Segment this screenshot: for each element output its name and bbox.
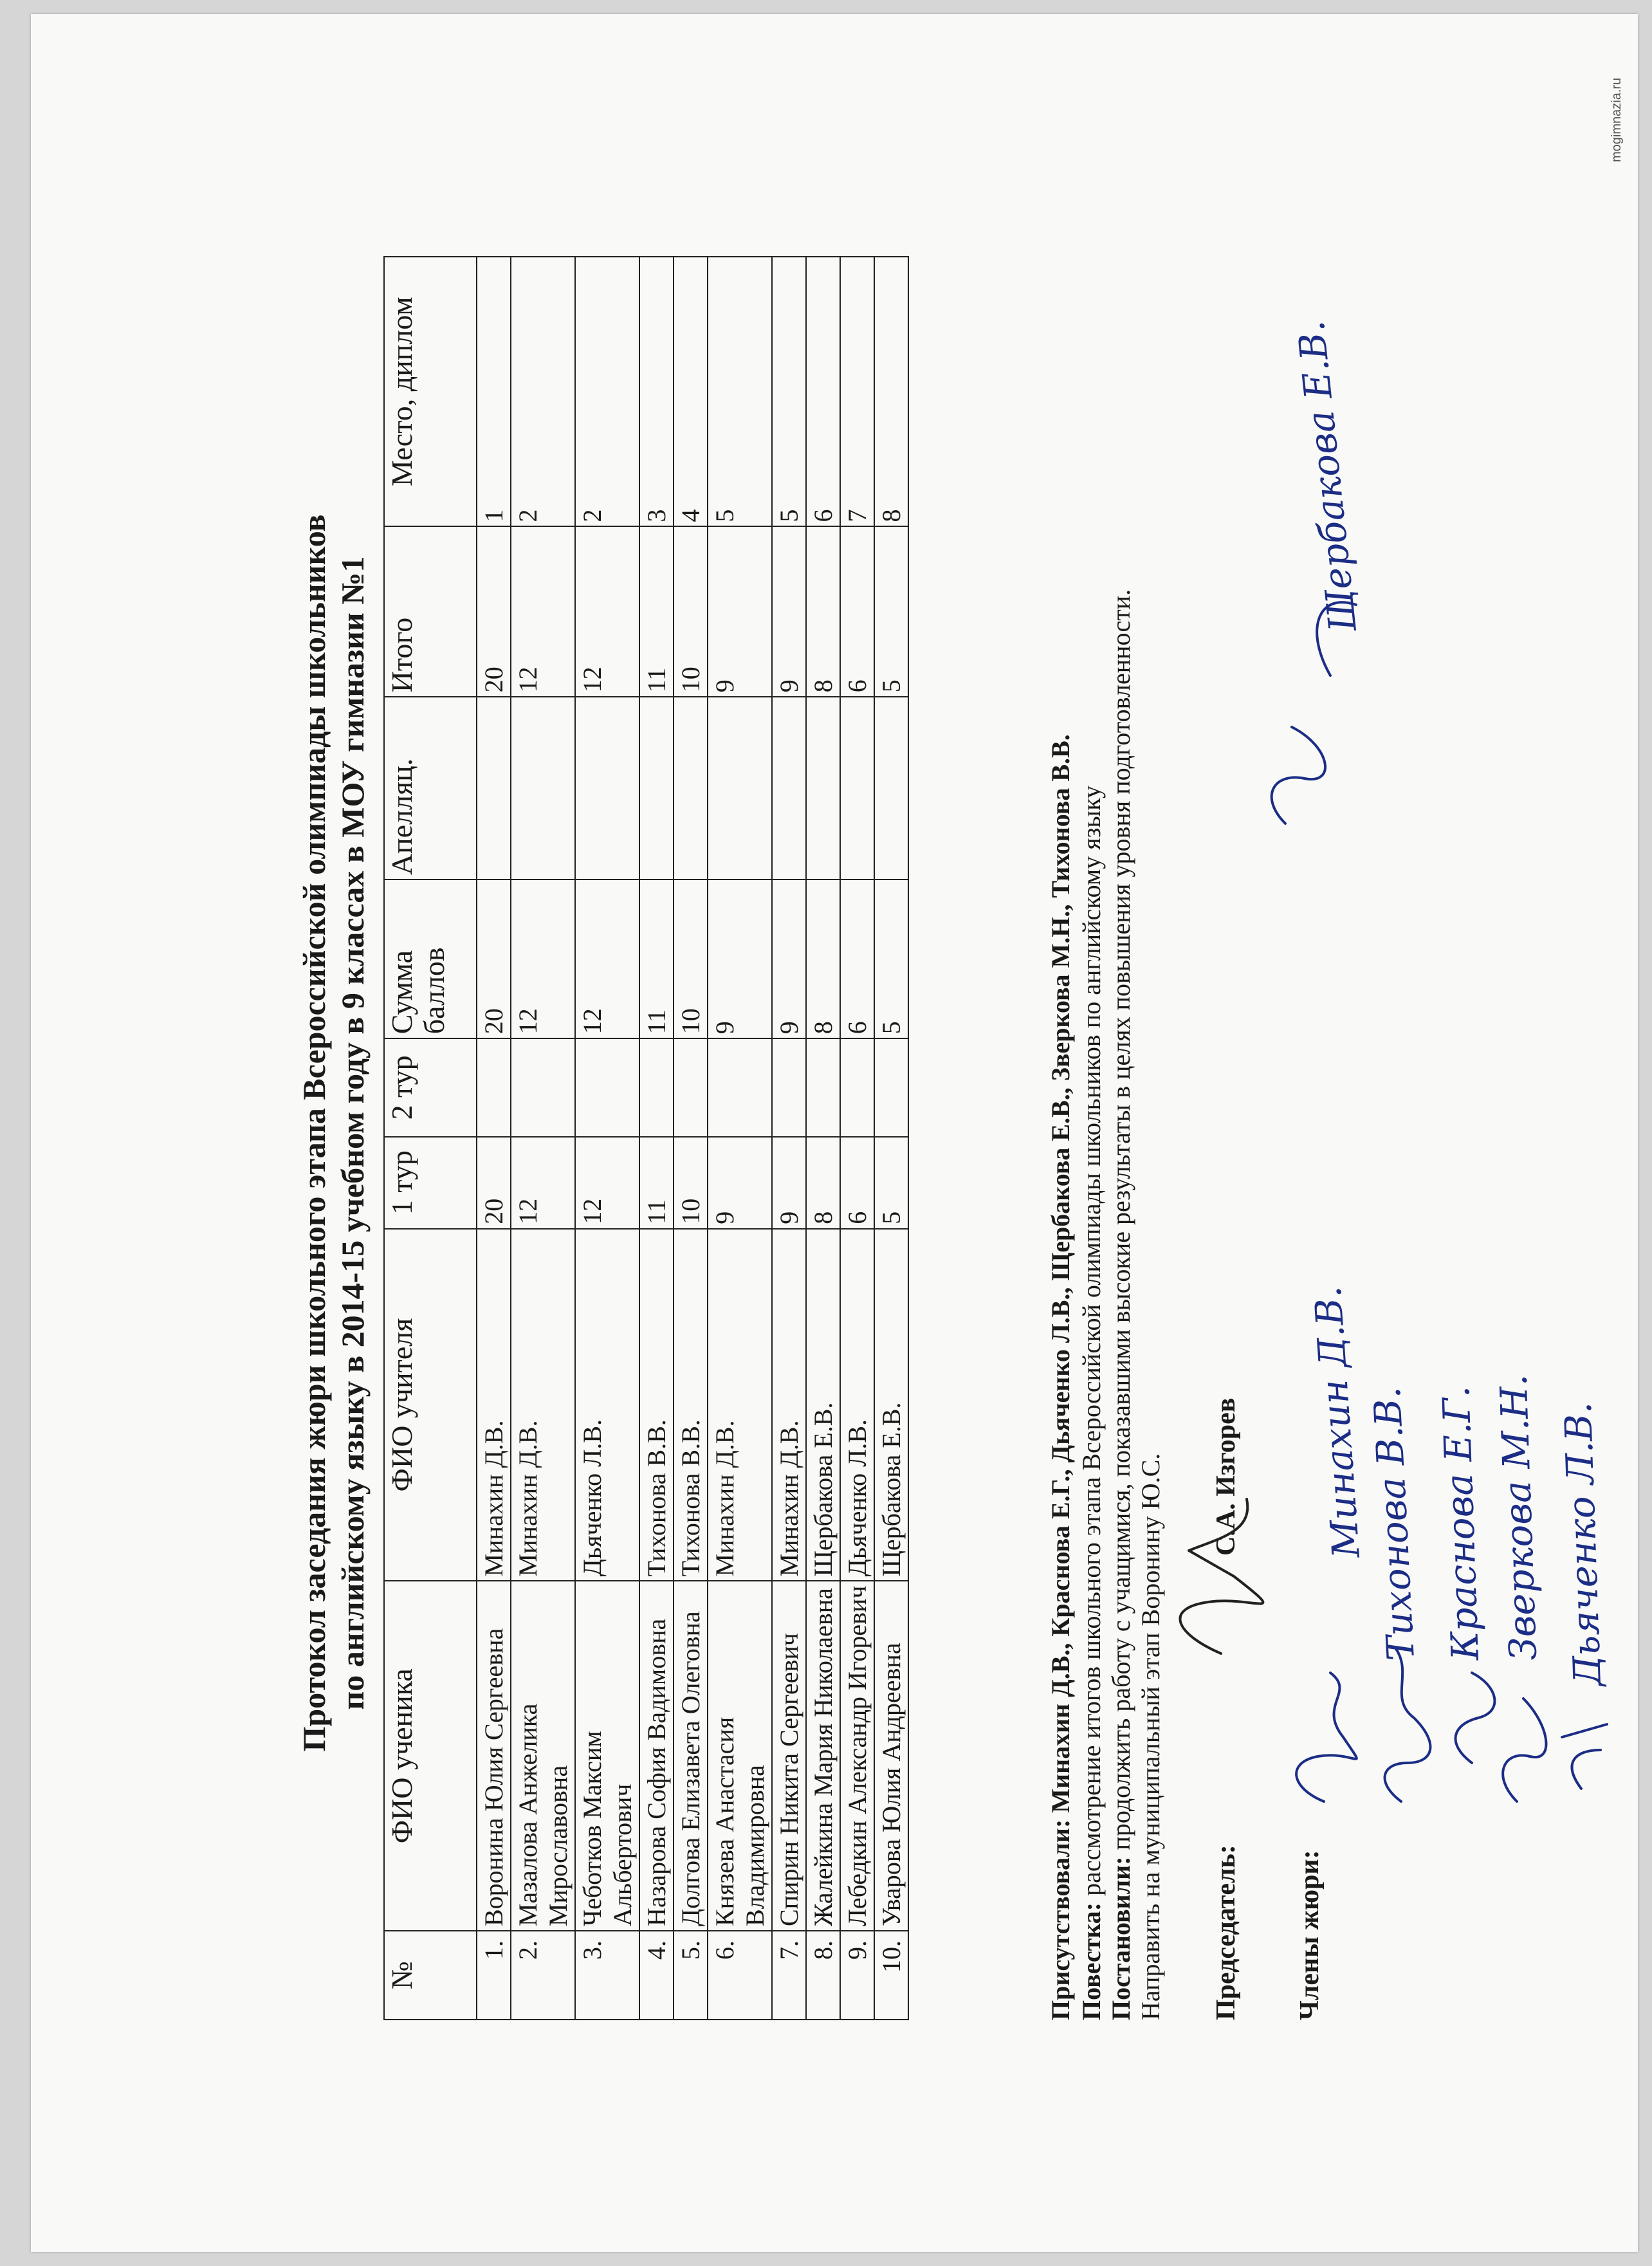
agenda-text: рассмотрение итогов школьного этапа Всероссийской олимпиады школьников по английскому языку — [1077, 785, 1106, 1902]
cell-student: Уварова Юлия Андреевна — [874, 1581, 908, 1931]
cell-num: 10. — [874, 1931, 908, 2020]
cell-num: 3. — [575, 1931, 639, 2020]
cell-num: 8. — [806, 1931, 840, 2020]
header-sum: Сумма баллов — [384, 880, 477, 1038]
cell-teacher: Тихонова В.В. — [674, 1229, 708, 1581]
cell-student: Князева Анастасия Владимировна — [708, 1581, 772, 1931]
signature-scribble-3 — [1456, 1673, 1495, 1763]
cell-total: 8 — [806, 526, 840, 697]
title-line-2: по английскому языку в 2014-15 учебном году в 9 классах в МОУ гимназии №1 — [335, 556, 371, 1710]
cell-tour1: 5 — [874, 1137, 908, 1229]
decision-label: Постановили: — [1106, 1856, 1135, 2020]
rotated-content — [31, 14, 1638, 2252]
cell-tour1: 6 — [840, 1137, 874, 1229]
cell-total: 6 — [840, 526, 874, 697]
signature-scribble-5 — [1562, 1724, 1607, 1789]
present-text: Минахин Д.В., Краснова Е.Г., Дьяченко Л.В., Щербакова Е.В., Зверкова М.Н., Тихонова В.В. — [1046, 734, 1075, 1819]
cell-teacher: Минахин Д.В. — [511, 1229, 575, 1581]
cell-sum: 9 — [708, 880, 772, 1038]
cell-tour1: 10 — [674, 1137, 708, 1229]
cell-tour1: 20 — [477, 1137, 511, 1229]
cell-total: 12 — [575, 526, 639, 697]
signature-3: Краснова Е.Г. — [1434, 1385, 1487, 1661]
title-line-1: Протокол заседания жюри школьного этапа Всероссийской олимпиады школьников — [296, 514, 332, 1752]
cell-sum: 6 — [840, 880, 874, 1038]
signature-1: Минахин Д.В. — [1305, 1285, 1368, 1560]
cell-teacher: Тихонова В.В. — [639, 1229, 674, 1581]
header-appeal: Апелляц. — [384, 697, 477, 880]
decision-line-2: Направить на муниципальный этап Воронину Ю.С. — [1136, 1453, 1165, 2020]
decision-text: продолжить работу с учащимися, показавшими высокие результаты в целях повышения уровня подготовленности. — [1106, 589, 1135, 1857]
cell-total: 9 — [772, 526, 806, 697]
signature-scribble-6 — [1272, 727, 1325, 824]
cell-teacher: Дьяченко Л.В. — [575, 1229, 639, 1581]
cell-sum: 11 — [639, 880, 674, 1038]
cell-num: 2. — [511, 1931, 575, 2020]
cell-teacher: Минахин Д.В. — [708, 1229, 772, 1581]
cell-student: Мазалова Анжелика Мирославовна — [511, 1581, 575, 1931]
cell-num: 7. — [772, 1931, 806, 2020]
cell-num: 9. — [840, 1931, 874, 2020]
cell-student: Назарова София Вадимовна — [639, 1581, 674, 1931]
present-label: Присутствовали: — [1046, 1819, 1075, 2020]
cell-total: 9 — [708, 526, 772, 697]
cell-sum: 8 — [806, 880, 840, 1038]
cell-teacher: Дьяченко Л.В. — [840, 1229, 874, 1581]
cell-student: Спирин Никита Сергеевич — [772, 1581, 806, 1931]
cell-student: Воронина Юлия Сергеевна — [477, 1581, 511, 1931]
cell-total: 10 — [674, 526, 708, 697]
cell-place: 3 — [639, 257, 674, 526]
cell-total: 5 — [874, 526, 908, 697]
cell-sum: 5 — [874, 880, 908, 1038]
header-teacher: ФИО учителя — [384, 1229, 477, 1581]
cell-place: 8 — [874, 257, 908, 526]
cell-sum: 12 — [511, 880, 575, 1038]
cell-place: 7 — [840, 257, 874, 526]
cell-place: 2 — [575, 257, 639, 526]
header-total: Итого — [384, 526, 477, 697]
header-tour2: 2 тур — [384, 1038, 477, 1136]
header-student: ФИО ученика — [384, 1581, 477, 1931]
handwritten-signatures — [31, 14, 1638, 2252]
cell-sum: 9 — [772, 880, 806, 1038]
cell-place: 2 — [511, 257, 575, 526]
cell-teacher: Щербакова Е.В. — [806, 1229, 840, 1581]
scanned-page — [31, 14, 1638, 2252]
cell-num: 1. — [477, 1931, 511, 2020]
cell-tour1: 12 — [575, 1137, 639, 1229]
cell-student: Долгова Елизавета Олеговна — [674, 1581, 708, 1931]
cell-tour1: 9 — [772, 1137, 806, 1229]
cell-total: 20 — [477, 526, 511, 697]
cell-place: 1 — [477, 257, 511, 526]
header-num: № — [384, 1931, 477, 2020]
cell-student: Чеботков Максим Альбертович — [575, 1581, 639, 1931]
members-label: Члены жюри: — [1295, 1850, 1325, 2020]
cell-teacher: Минахин Д.В. — [477, 1229, 511, 1581]
cell-sum: 10 — [674, 880, 708, 1038]
cell-teacher: Минахин Д.В. — [772, 1229, 806, 1581]
cell-num: 4. — [639, 1931, 674, 2020]
cell-num: 5. — [674, 1931, 708, 2020]
chair-name: С.А. Изгорев — [1211, 1397, 1241, 1556]
signature-5: Дьяченко Л.В. — [1556, 1401, 1610, 1687]
cell-tour1: 8 — [806, 1137, 840, 1229]
cell-tour1: 12 — [511, 1137, 575, 1229]
cell-num: 6. — [708, 1931, 772, 2020]
chair-signature — [1180, 1499, 1263, 1653]
header-place: Место, диплом — [384, 257, 477, 526]
cell-tour1: 11 — [639, 1137, 674, 1229]
signature-4: Зверкова М.Н. — [1491, 1374, 1545, 1661]
signature-scribble-4 — [1503, 1699, 1546, 1801]
site-watermark: mogimnazia.ru — [1610, 77, 1624, 162]
cell-place: 6 — [806, 257, 840, 526]
chair-label: Председатель: — [1211, 1845, 1241, 2020]
cell-total: 12 — [511, 526, 575, 697]
header-tour1: 1 тур — [384, 1137, 477, 1229]
cell-place: 5 — [708, 257, 772, 526]
cell-teacher: Щербакова Е.В. — [874, 1229, 908, 1581]
cell-student: Лебедкин Александр Игоревич — [840, 1581, 874, 1931]
signature-2: Тихонова В.В. — [1364, 1386, 1423, 1662]
cell-sum: 12 — [575, 880, 639, 1038]
cell-sum: 20 — [477, 880, 511, 1038]
signature-scribble-2 — [1385, 1647, 1431, 1801]
cell-place: 4 — [674, 257, 708, 526]
signature-6: Щербакова Е.В. — [1289, 318, 1365, 634]
signature-scribble-1 — [1296, 1673, 1357, 1801]
cell-tour1: 9 — [708, 1137, 772, 1229]
agenda-label: Повестка: — [1077, 1902, 1106, 2020]
cell-student: Жалейкина Мария Николаевна — [806, 1581, 840, 1931]
cell-total: 11 — [639, 526, 674, 697]
cell-place: 5 — [772, 257, 806, 526]
